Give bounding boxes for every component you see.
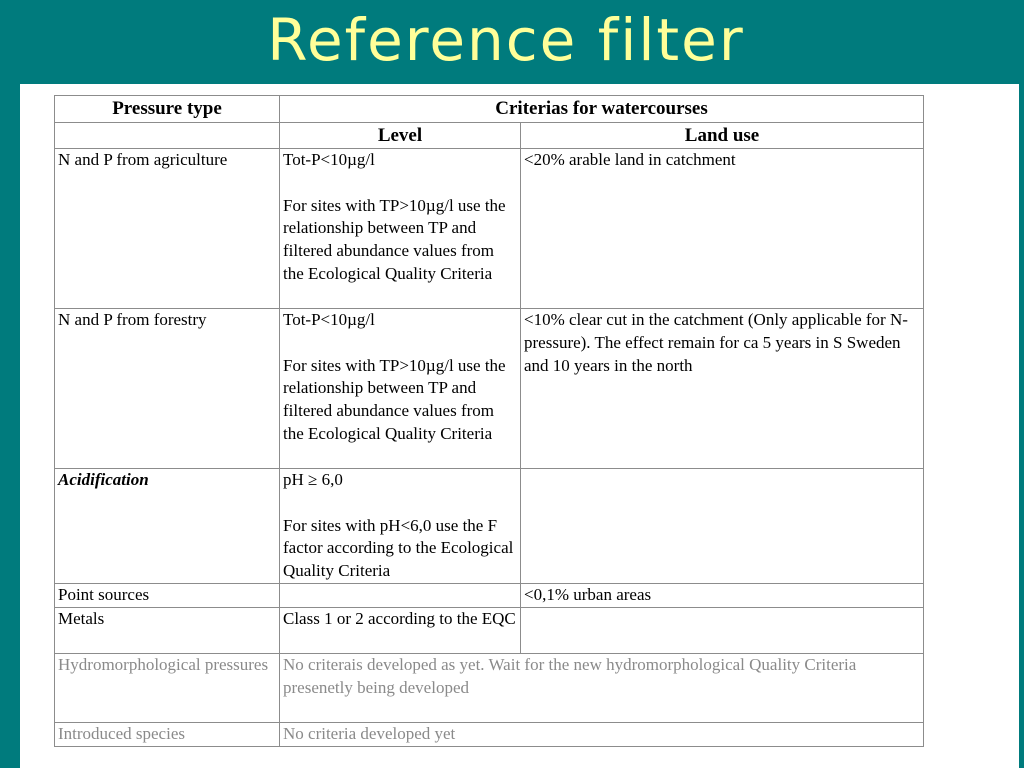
table-row <box>55 653 924 722</box>
table-header-row <box>55 96 924 123</box>
table-row <box>55 469 924 584</box>
level-cell <box>280 469 521 584</box>
table-row <box>55 583 924 607</box>
left-frame-border <box>0 0 20 768</box>
pressure-cell: Point sources <box>55 583 280 607</box>
level-note: For sites with TP>10µg/l use the relationship between TP and filtered abundance values from the Ecological Quality Criteria <box>283 355 506 443</box>
reference-filter-table <box>54 95 924 747</box>
table-row <box>55 607 924 653</box>
level-cell <box>280 583 521 607</box>
level-cell: Class 1 or 2 according to the EQC <box>280 607 521 653</box>
land-use-cell: <0,1% urban areas <box>521 583 924 607</box>
right-frame-border <box>1019 0 1024 768</box>
table-subheader-row <box>55 122 924 149</box>
header-empty-cell <box>55 122 280 149</box>
pressure-cell: N and P from forestry <box>55 309 280 469</box>
pressure-cell: Hydromorphological pressures <box>55 653 280 722</box>
header-criterias: Criterias for watercourses <box>280 96 924 123</box>
level-note: For sites with pH<6,0 use the F factor according to the Ecological Quality Criteria <box>283 515 514 581</box>
pressure-cell: Introduced species <box>55 722 280 746</box>
level-cell <box>280 309 521 469</box>
pressure-cell: Metals <box>55 607 280 653</box>
header-level: Level <box>280 122 521 149</box>
land-use-cell: <10% clear cut in the catchment (Only applicable for N-pressure). The effect remain for ca 5 years in S Sweden and 10 years in the north <box>521 309 924 469</box>
level-note: For sites with TP>10µg/l use the relationship between TP and filtered abundance values from the Ecological Quality Criteria <box>283 195 506 283</box>
header-land-use: Land use <box>521 122 924 149</box>
land-use-cell: <20% arable land in catchment <box>521 149 924 309</box>
level-value: Tot-P<10µg/l <box>283 310 375 329</box>
criteria-cell: No criterais developed as yet. Wait for the new hydromorphological Quality Criteria presenetly being developed <box>280 653 924 722</box>
table-row <box>55 309 924 469</box>
land-use-cell <box>521 607 924 653</box>
criteria-cell: No criteria developed yet <box>280 722 924 746</box>
level-value: pH ≥ 6,0 <box>283 470 343 489</box>
level-value: Tot-P<10µg/l <box>283 150 375 169</box>
land-use-cell <box>521 469 924 584</box>
level-cell <box>280 149 521 309</box>
table-row <box>55 149 924 309</box>
slide-title: Reference filter <box>267 6 745 74</box>
pressure-cell: N and P from agriculture <box>55 149 280 309</box>
table-row <box>55 722 924 746</box>
pressure-cell: Acidification <box>55 469 280 584</box>
header-pressure-type: Pressure type <box>55 96 280 123</box>
